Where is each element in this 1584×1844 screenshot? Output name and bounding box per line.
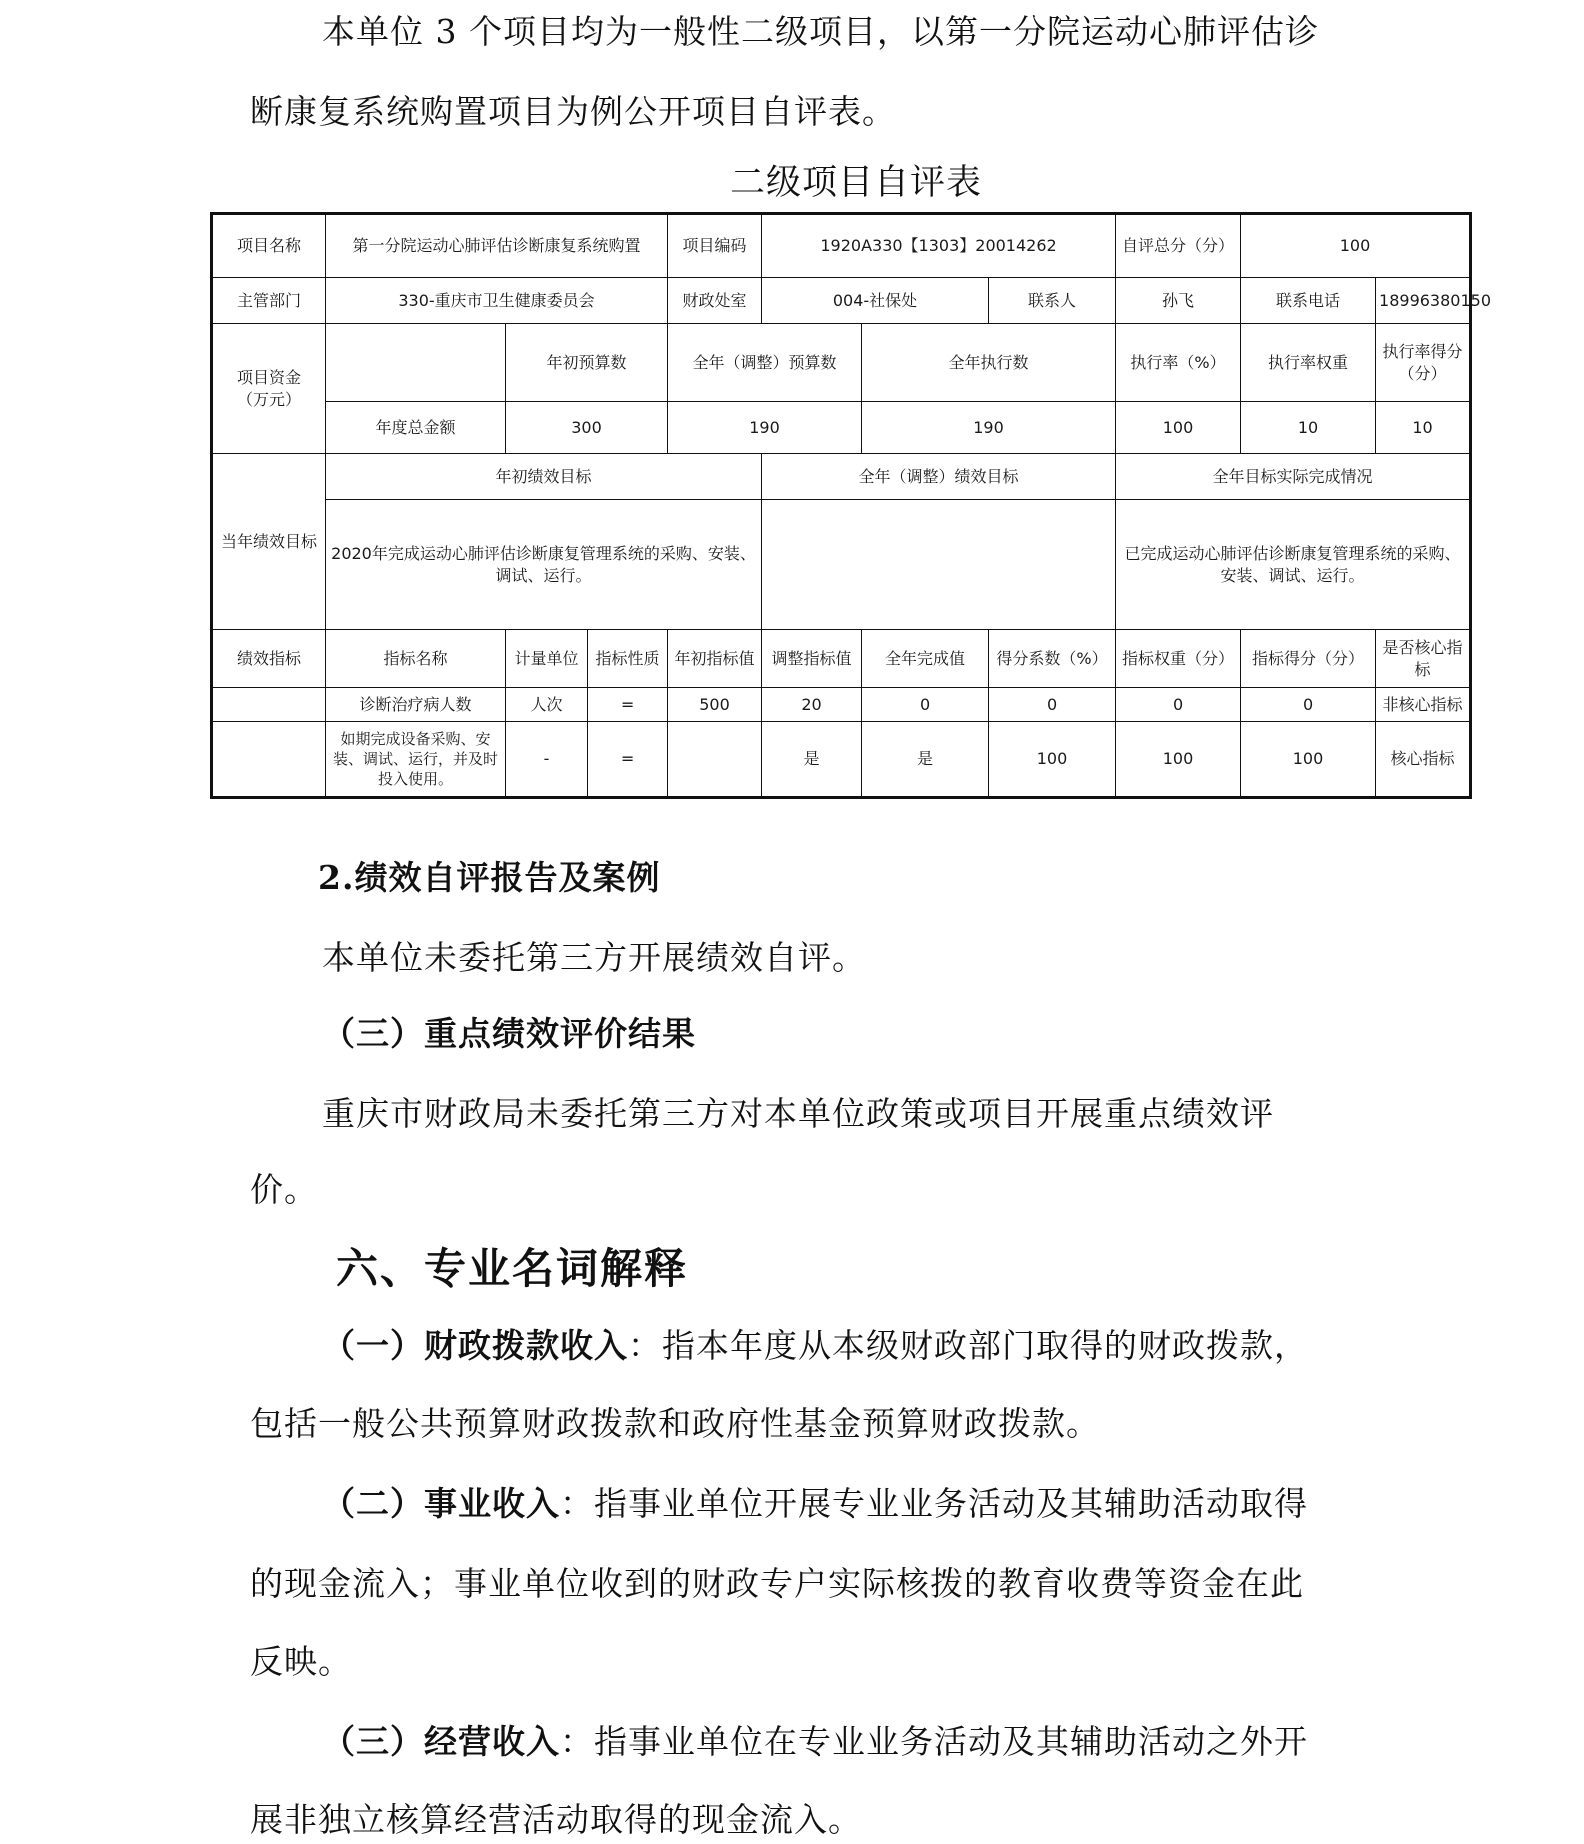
ind-row1-name: 诊断治疗病人数 <box>326 688 506 722</box>
section-six-heading: 六、专业名词解释 <box>336 1244 689 1293</box>
ind-header-score: 指标得分（分） <box>1241 630 1376 688</box>
ind-row2-adjusted: 是 <box>762 722 862 798</box>
ind-header-completed: 全年完成值 <box>862 630 989 688</box>
ind-header-initial: 年初指标值 <box>668 630 762 688</box>
ind-row2-name: 如期完成设备采购、安装、调试、运行，并及时投入使用。 <box>326 722 506 798</box>
term-2-line-1 <box>322 1484 1308 1524</box>
indicators-label: 绩效指标 <box>212 630 326 688</box>
funds-score-value: 10 <box>1376 402 1471 454</box>
intro-line-2: 断康复系统购置项目为例公开项目自评表。 <box>250 92 896 131</box>
section-2-text: 本单位未委托第三方开展绩效自评。 <box>322 938 866 977</box>
section-3-line-2: 价。 <box>250 1170 318 1209</box>
contact-label: 联系人 <box>989 278 1116 324</box>
funds-header-executed: 全年执行数 <box>862 324 1116 402</box>
self-score-value: 100 <box>1241 214 1471 278</box>
term-1-name: （一）财政拨款收入 <box>322 1326 628 1365</box>
self-evaluation-table <box>210 212 1492 799</box>
ind-row2-weight: 100 <box>1116 722 1241 798</box>
finance-office-label: 财政处室 <box>668 278 762 324</box>
ind-row1-nature: = <box>588 688 668 722</box>
ind-row1-completed: 0 <box>862 688 989 722</box>
contact-value: 孙飞 <box>1116 278 1241 324</box>
goals-initial-text: 2020年完成运动心肺评估诊断康复管理系统的采购、安装、调试、运行。 <box>326 500 762 630</box>
table-row <box>212 688 1471 722</box>
ind-row1-coefficient: 0 <box>989 688 1116 722</box>
goals-label: 当年绩效目标 <box>212 454 326 630</box>
goals-header-actual: 全年目标实际完成情况 <box>1116 454 1471 500</box>
table-title: 二级项目自评表 <box>730 163 983 203</box>
funds-executed-value: 190 <box>862 402 1116 454</box>
ind-row1-initial: 500 <box>668 688 762 722</box>
ind-row2-score: 100 <box>1241 722 1376 798</box>
intro-line-1: 本单位 3 个项目均为一般性二级项目，以第一分院运动心肺评估诊 <box>322 12 1319 51</box>
ind-header-weight: 指标权重（分） <box>1116 630 1241 688</box>
project-name-label: 项目名称 <box>212 214 326 278</box>
ind-header-adjusted: 调整指标值 <box>762 630 862 688</box>
funds-header-weight: 执行率权重 <box>1241 324 1376 402</box>
ind-header-name: 指标名称 <box>326 630 506 688</box>
ind-row1-core: 非核心指标 <box>1376 688 1471 722</box>
ind-row1-weight: 0 <box>1116 688 1241 722</box>
term-3-line-2: 展非独立核算经营活动取得的现金流入。 <box>250 1800 862 1839</box>
term-3-line-1 <box>322 1722 1308 1762</box>
goals-adjusted-text <box>762 500 1116 630</box>
term-2-line-3: 反映。 <box>250 1642 352 1681</box>
phone-value: 18996380150 <box>1376 278 1471 324</box>
goals-header-initial: 年初绩效目标 <box>326 454 762 500</box>
funds-header-score: 执行率得分（分） <box>1376 324 1471 402</box>
project-code-value: 1920A330【1303】20014262 <box>762 214 1116 278</box>
section-3-line-1: 重庆市财政局未委托第三方对本单位政策或项目开展重点绩效评 <box>322 1094 1274 1133</box>
ind-header-coefficient: 得分系数（%） <box>989 630 1116 688</box>
dept-label: 主管部门 <box>212 278 326 324</box>
funds-header-rate: 执行率（%） <box>1116 324 1241 402</box>
ind-header-core: 是否核心指标 <box>1376 630 1471 688</box>
funds-row-label: 年度总金额 <box>326 402 506 454</box>
ind-row2-nature: = <box>588 722 668 798</box>
term-2-line-2: 的现金流入；事业单位收到的财政专户实际核拨的教育收费等资金在此 <box>250 1564 1304 1603</box>
term-1-line-1 <box>322 1326 1308 1366</box>
ind-row2-blank <box>212 722 326 798</box>
section-3-heading: （三）重点绩效评价结果 <box>322 1014 696 1053</box>
section-2-heading: 2.绩效自评报告及案例 <box>318 858 661 897</box>
ind-row1-score: 0 <box>1241 688 1376 722</box>
project-name-value: 第一分院运动心肺评估诊断康复系统购置 <box>326 214 668 278</box>
term-1-line-2: 包括一般公共预算财政拨款和政府性基金预算财政拨款。 <box>250 1404 1100 1443</box>
funds-label: 项目资金 （万元） <box>212 324 326 454</box>
finance-office-value: 004-社保处 <box>762 278 989 324</box>
funds-rate-value: 100 <box>1116 402 1241 454</box>
dept-value: 330-重庆市卫生健康委员会 <box>326 278 668 324</box>
goals-actual-text: 已完成运动心肺评估诊断康复管理系统的采购、安装、调试、运行。 <box>1116 500 1471 630</box>
funds-weight-value: 10 <box>1241 402 1376 454</box>
ind-row2-initial <box>668 722 762 798</box>
ind-header-unit: 计量单位 <box>506 630 588 688</box>
funds-header-initial: 年初预算数 <box>506 324 668 402</box>
goals-header-adjusted: 全年（调整）绩效目标 <box>762 454 1116 500</box>
ind-header-nature: 指标性质 <box>588 630 668 688</box>
ind-row2-completed: 是 <box>862 722 989 798</box>
project-code-label: 项目编码 <box>668 214 762 278</box>
ind-row2-core: 核心指标 <box>1376 722 1471 798</box>
funds-initial-value: 300 <box>506 402 668 454</box>
funds-header-adjusted: 全年（调整）预算数 <box>668 324 862 402</box>
funds-adjusted-value: 190 <box>668 402 862 454</box>
ind-row2-coefficient: 100 <box>989 722 1116 798</box>
phone-label: 联系电话 <box>1241 278 1376 324</box>
term-3-def: ：指事业单位在专业业务活动及其辅助活动之外开 <box>560 1722 1308 1761</box>
self-score-label: 自评总分（分） <box>1116 214 1241 278</box>
term-2-name: （二）事业收入 <box>322 1484 560 1523</box>
term-3-name: （三）经营收入 <box>322 1722 560 1761</box>
term-1-def: ：指本年度从本级财政部门取得的财政拨款， <box>628 1326 1308 1365</box>
ind-row1-adjusted: 20 <box>762 688 862 722</box>
funds-blank-header <box>326 324 506 402</box>
table-row <box>212 722 1471 798</box>
ind-row1-unit: 人次 <box>506 688 588 722</box>
term-2-def: ：指事业单位开展专业业务活动及其辅助活动取得 <box>560 1484 1308 1523</box>
ind-row2-unit: - <box>506 722 588 798</box>
ind-row1-blank <box>212 688 326 722</box>
